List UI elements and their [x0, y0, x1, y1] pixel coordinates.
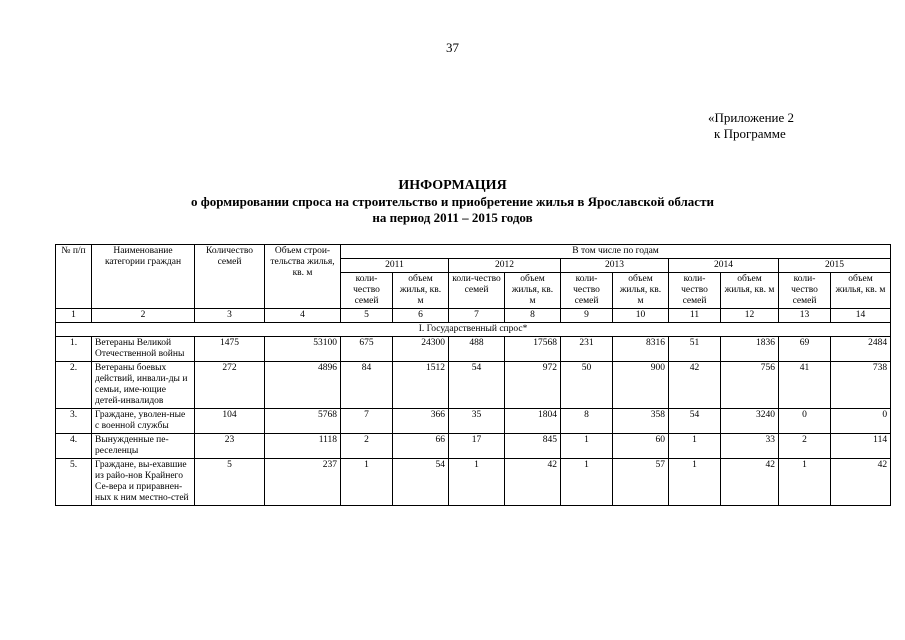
row-year-count: 54	[449, 362, 505, 409]
row-year-count: 488	[449, 337, 505, 362]
row-num: 4.	[56, 434, 92, 459]
column-number: 14	[831, 309, 891, 323]
row-families: 272	[195, 362, 265, 409]
row-year-volume: 845	[505, 434, 561, 459]
header-year-2013: 2013	[561, 259, 669, 273]
header-year-2014: 2014	[669, 259, 779, 273]
row-category: Вынужденные пе-реселенцы	[92, 434, 195, 459]
column-number: 6	[393, 309, 449, 323]
header-year-2011: 2011	[341, 259, 449, 273]
column-number: 7	[449, 309, 505, 323]
row-year-count: 1	[669, 459, 721, 506]
header-num: № п/п	[56, 245, 92, 309]
row-year-count: 1	[561, 434, 613, 459]
page-number: 37	[446, 40, 459, 55]
row-year-volume: 54	[393, 459, 449, 506]
row-year-count: 1	[669, 434, 721, 459]
row-families: 104	[195, 409, 265, 434]
header-sub-volume: объем жилья, кв. м	[721, 273, 779, 309]
row-year-volume: 2484	[831, 337, 891, 362]
row-year-volume: 57	[613, 459, 669, 506]
row-num: 3.	[56, 409, 92, 434]
column-number: 9	[561, 309, 613, 323]
row-volume: 4896	[265, 362, 341, 409]
document-title	[0, 178, 905, 226]
row-year-volume: 33	[721, 434, 779, 459]
row-year-volume: 42	[831, 459, 891, 506]
row-families: 23	[195, 434, 265, 459]
row-year-volume: 60	[613, 434, 669, 459]
row-families: 1475	[195, 337, 265, 362]
row-volume: 5768	[265, 409, 341, 434]
row-num: 5.	[56, 459, 92, 506]
row-year-count: 675	[341, 337, 393, 362]
row-year-volume: 1804	[505, 409, 561, 434]
demand-table	[55, 244, 891, 506]
row-year-count: 17	[449, 434, 505, 459]
row-year-count: 1	[779, 459, 831, 506]
column-number: 1	[56, 309, 92, 323]
row-year-count: 50	[561, 362, 613, 409]
column-number: 8	[505, 309, 561, 323]
row-year-volume: 66	[393, 434, 449, 459]
header-sub-volume: объем жилья, кв. м	[831, 273, 891, 309]
row-category: Граждане, вы-ехавшие из райо-нов Крайнего Се-вера и приравнен-ных к ним местно-стей	[92, 459, 195, 506]
header-row-1	[56, 245, 891, 259]
section-title: I. Государственный спрос*	[56, 323, 891, 337]
row-families: 5	[195, 459, 265, 506]
header-sub-count: коли-чество семей	[669, 273, 721, 309]
row-volume: 53100	[265, 337, 341, 362]
header-sub-count: коли-чество семей	[449, 273, 505, 309]
row-year-count: 231	[561, 337, 613, 362]
header-by-years: В том числе по годам	[341, 245, 891, 259]
header-year-2012: 2012	[449, 259, 561, 273]
table-row	[56, 337, 891, 362]
appendix-line-1: «Приложение 2	[708, 110, 795, 125]
row-year-volume: 358	[613, 409, 669, 434]
row-year-volume: 8316	[613, 337, 669, 362]
row-year-volume: 114	[831, 434, 891, 459]
row-year-volume: 3240	[721, 409, 779, 434]
table-row	[56, 459, 891, 506]
appendix-line-2: к Программе	[714, 126, 786, 141]
section-row	[56, 323, 891, 337]
header-sub-volume: объем жилья, кв. м	[393, 273, 449, 309]
row-year-count: 0	[779, 409, 831, 434]
row-year-count: 8	[561, 409, 613, 434]
appendix-note	[708, 110, 794, 142]
title-line-3: на период 2011 – 2015 годов	[372, 210, 533, 225]
row-category: Ветераны Великой Отечественной войны	[92, 337, 195, 362]
table-row	[56, 409, 891, 434]
header-sub-count: коли-чество семей	[561, 273, 613, 309]
column-number: 13	[779, 309, 831, 323]
column-number: 10	[613, 309, 669, 323]
title-line-1: ИНФОРМАЦИЯ	[398, 178, 507, 193]
column-number: 3	[195, 309, 265, 323]
title-line-2: о формировании спроса на строительство и приобретение жилья в Ярославской области	[191, 194, 714, 209]
row-year-volume: 738	[831, 362, 891, 409]
row-year-count: 35	[449, 409, 505, 434]
row-category: Ветераны боевых действий, инвали-ды и семьи, име-ющие детей-инвалидов	[92, 362, 195, 409]
row-num: 2.	[56, 362, 92, 409]
table-row	[56, 362, 891, 409]
row-year-volume: 24300	[393, 337, 449, 362]
column-number: 12	[721, 309, 779, 323]
row-year-count: 41	[779, 362, 831, 409]
row-year-volume: 756	[721, 362, 779, 409]
row-year-volume: 972	[505, 362, 561, 409]
row-year-count: 1	[449, 459, 505, 506]
table-body	[56, 245, 891, 506]
header-category: Наименование категории граждан	[92, 245, 195, 309]
header-volume: Объем строи-тельства жилья, кв. м	[265, 245, 341, 309]
row-year-volume: 17568	[505, 337, 561, 362]
row-year-volume: 1512	[393, 362, 449, 409]
row-year-count: 42	[669, 362, 721, 409]
row-year-volume: 366	[393, 409, 449, 434]
column-number: 4	[265, 309, 341, 323]
row-category: Граждане, уволен-ные с военной службы	[92, 409, 195, 434]
row-year-volume: 0	[831, 409, 891, 434]
row-year-count: 69	[779, 337, 831, 362]
table-row	[56, 434, 891, 459]
row-volume: 1118	[265, 434, 341, 459]
row-year-count: 54	[669, 409, 721, 434]
column-number: 5	[341, 309, 393, 323]
header-families: Количество семей	[195, 245, 265, 309]
row-year-volume: 42	[505, 459, 561, 506]
header-sub-volume: объем жилья, кв. м	[613, 273, 669, 309]
row-year-count: 2	[779, 434, 831, 459]
row-num: 1.	[56, 337, 92, 362]
row-volume: 237	[265, 459, 341, 506]
row-year-count: 7	[341, 409, 393, 434]
column-number-row	[56, 309, 891, 323]
column-number: 11	[669, 309, 721, 323]
row-year-volume: 1836	[721, 337, 779, 362]
column-number: 2	[92, 309, 195, 323]
row-year-count: 84	[341, 362, 393, 409]
row-year-count: 2	[341, 434, 393, 459]
row-year-count: 1	[561, 459, 613, 506]
row-year-count: 1	[341, 459, 393, 506]
header-sub-volume: объем жилья, кв. м	[505, 273, 561, 309]
header-year-2015: 2015	[779, 259, 891, 273]
row-year-count: 51	[669, 337, 721, 362]
header-sub-count: коли-чество семей	[341, 273, 393, 309]
row-year-volume: 900	[613, 362, 669, 409]
header-sub-count: коли-чество семей	[779, 273, 831, 309]
row-year-volume: 42	[721, 459, 779, 506]
